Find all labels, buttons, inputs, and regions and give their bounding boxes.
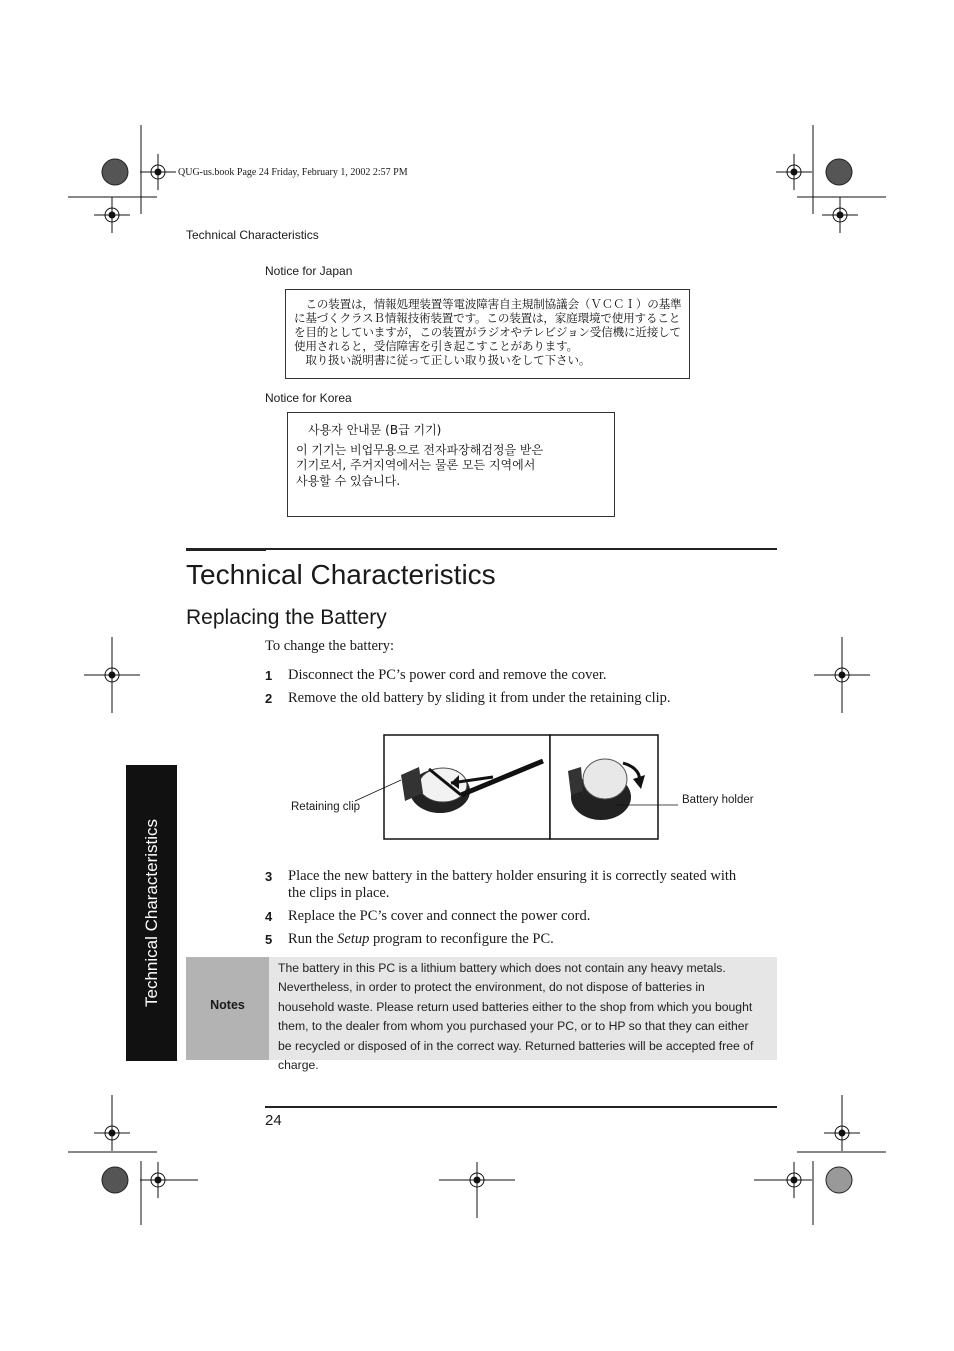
intro-text: To change the battery:	[265, 638, 395, 654]
print-header: QUG-us.book Page 24 Friday, February 1, 2002 2:57 PM	[178, 167, 408, 178]
subsection-title: Replacing the Battery	[186, 606, 387, 629]
step-4	[265, 908, 755, 925]
step-number: 2	[265, 691, 273, 706]
step-text-italic: Setup	[337, 931, 370, 947]
label-battery-holder: Battery holder	[682, 794, 754, 806]
step-text: Disconnect the PC’s power cord and remove the cover.	[288, 667, 607, 683]
step-text-after: program to reconfigure the PC.	[369, 931, 554, 947]
section-rule-accent	[186, 548, 266, 551]
notes-box	[186, 957, 777, 1073]
notice-japan-box	[285, 289, 690, 379]
running-header: Technical Characteristics	[186, 228, 319, 242]
step-text	[288, 931, 755, 948]
notes-label: Notes	[210, 998, 245, 1012]
notice-japan-label: Notice for Japan	[265, 264, 353, 278]
step-number: 3	[265, 869, 273, 884]
notice-korea-body: 이 기기는 비업무용으로 전자파장해검정을 받은 기기로서, 주거지역에서는 물론 모든 지역에서 사용할 수 있습니다.	[296, 442, 544, 488]
battery-figure	[283, 733, 763, 845]
label-retaining-clip: Retaining clip	[291, 801, 361, 813]
step-text: Replace the PC’s cover and connect the power cord.	[288, 908, 591, 924]
page-number: 24	[265, 1112, 282, 1129]
step-number: 4	[265, 909, 273, 924]
section-title: Technical Characteristics	[186, 559, 496, 590]
footer-rule	[265, 1106, 777, 1108]
notes-text: The battery in this PC is a lithium battery which does not contain any heavy metals. Nevertheless, in order to protect the environment, do not dispose of batteries in household waste. Please return used batteries either to the shop from which you bought them, to the dealer from whom you purchased your PC, or to HP so that they can either be recycled or disposed of in the correct way. Returned batteries will be accepted free of charge.	[278, 961, 754, 1073]
step-text: Remove the old battery by sliding it from under the retaining clip.	[288, 690, 671, 706]
step-1	[265, 667, 755, 684]
notes-label-cell	[186, 957, 269, 1060]
step-2	[265, 690, 755, 707]
section-rule	[186, 548, 777, 550]
step-number: 1	[265, 668, 273, 683]
notice-japan-text: この装置は，情報処理装置等電波障害自主規制協議会（ＶＣＣＩ）の基準 に基づくクラスＢ情報技術装置です。この装置は，家庭環境で使用すること を目的としていますが，この装置がラジオやテレビジョン受信機に近接して 使用されると，受信障害を引き起こすことがあります。 取り扱い説明書に従って正しい取り扱いをして下さい。	[294, 297, 682, 367]
notice-korea-box	[287, 412, 615, 517]
step-number: 5	[265, 932, 273, 947]
step-3	[265, 868, 755, 902]
side-tab	[126, 765, 177, 1061]
step-text-before: Run the	[288, 931, 338, 947]
notice-korea-title: 사용자 안내문 (B급 기기)	[308, 423, 442, 437]
side-tab-label: Technical Characteristics	[142, 818, 161, 1008]
notice-korea-label: Notice for Korea	[265, 391, 352, 405]
step-5	[265, 931, 755, 948]
step-text: Place the new battery in the battery holder ensuring it is correctly seated with the clips in place.	[288, 868, 737, 901]
